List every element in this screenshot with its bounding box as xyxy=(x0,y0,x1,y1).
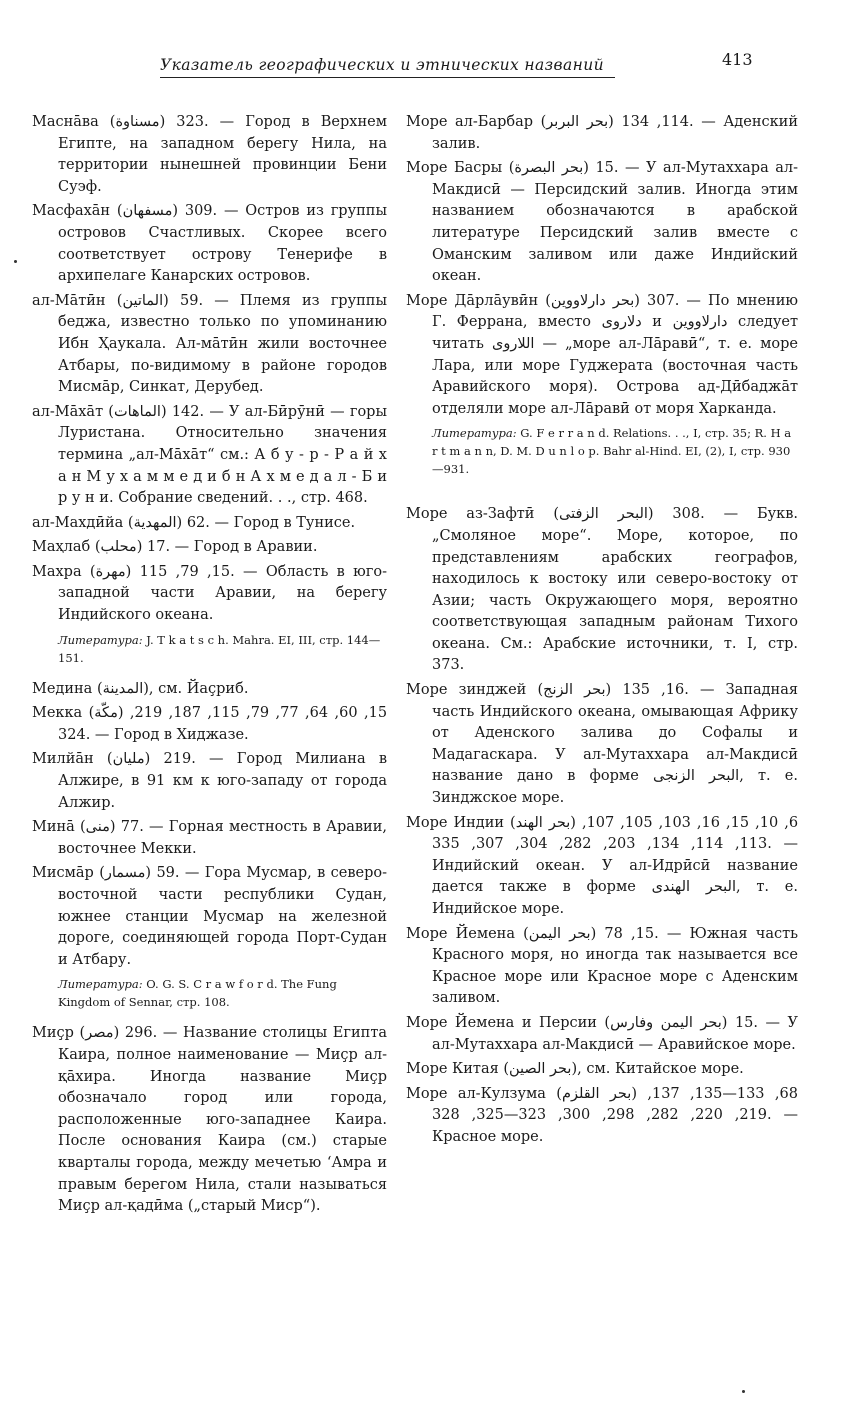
literature-label: Литература: xyxy=(58,977,143,992)
index-entry-mekka: Мекка (مكّة) 15, 60, 64, 77, 79, 115, 187, 219, 324. — Город в Хиджазе. xyxy=(32,705,388,743)
spacer xyxy=(406,490,798,504)
index-entry-sea-zinj: Море зинджей (بحر الزنج) 16, 135. — Западная часть Индийского океана, омывающая Африку от Аденского залива до Софалы и Мадагаскара. У ал-Мутаххара ал-Макдисӣ название дано в форме البحر الزنجى, т. е. Зинджское море. xyxy=(406,682,798,807)
literature-text: G. F e r r a n d. Relations. . ., I, стр. 35; R. H a r t m a n n, D. M. D u n l o p. Bahr al-Hind. EI, (2), I, стр. 930—931. xyxy=(432,426,792,477)
print-speck xyxy=(742,1390,745,1393)
print-speck xyxy=(14,260,17,263)
index-entry-sea-al-qulzum: Море ал-Кулзума (بحر القلزم) 68, 133—135, 137, 219, 220, 282, 298, 300, 323—325, 328. — Красное море. xyxy=(406,1085,798,1145)
literature-note-mahra xyxy=(32,631,387,667)
index-entry-mina: Минā (منى) 77. — Горная местность в Аравии, восточнее Мекки. xyxy=(32,819,387,857)
index-entry-masnava: Маснāва (مسناوة) 323. — Город в Верхнем Египте, на западном берегу Нила, на территории нынешней провинции Бени Суэф. xyxy=(32,114,387,195)
index-entry-sea-al-barbar: Море ал-Барбар (بحر البربر) 114, 134. — Аденский залив. xyxy=(406,114,798,152)
page-number: 413 xyxy=(722,50,753,69)
index-entry-masfahan: Масфахāн (مسفهان) 309. — Остров из группы островов Счастливых. Скорее всего соответствует острову Тенерифе в архипелаге Канарских островов. xyxy=(32,203,387,285)
index-entry-al-mahat: ал-Мāхāт (الماهات) 142. — У ал-Бӣрӯнӣ — горы Луристана. Относительно значения термина „ал-Мāхāт“ см.: А б у - р - Р а й х а н М у х а м м е д и б н А х м е д а л - Б и р у н и. Собрание сведений. . ., стр. 468. xyxy=(32,403,388,507)
literature-note-darlauvin xyxy=(406,424,798,478)
index-entry-al-mahdiya: ал-Махдӣйа (المهدية) 62. — Город в Тунисе. xyxy=(32,514,356,531)
literature-label: Литература: xyxy=(432,426,517,441)
index-entry-sea-yemen: Море Йемена (بحر اليمن) 15, 78. — Южная часть Красного моря, но иногда так называется все Красное море или Красное море с Аденским заливом. xyxy=(406,925,798,1007)
index-entry-sea-yemen-persia: Море Йемена и Персии (بحر اليمن وفارس) 15. — У ал-Мутаххара ал-Макдисӣ — Аравийское море. xyxy=(406,1014,798,1053)
index-entry-mahra: Махра (مهرة) 15, 79, 115. — Область в юго-западной части Аравии, на берегу Индийского океана. xyxy=(32,563,387,624)
literature-text: J. T k a t s c h. Mahra. EI, III, стр. 144—151. xyxy=(58,632,381,665)
right-column xyxy=(406,112,798,1152)
index-entry-sea-az-zafti: Море аз-Зафтӣ (البحر الزفتى) 308. — Букв. „Смоляное море“. Море, которое, по представлениям арабских географов, находилось к востоку или северо-востоку от Азии; часть Окружающего моря, вероятно соответствующая западным районам Тихого океана. См.: Арабские источники, т. I, стр. 373. xyxy=(406,506,798,674)
index-entry-sea-india: Море Индии (بحر الهند) 6, 10, 15, 16, 103, 105, 107, 113, 114, 134, 203, 282, 304, 307, 335. — Индийский океан. У ал-Идрӣсӣ название дается также в форме البحر الهندى, т. е. Индийское море. xyxy=(406,814,799,917)
index-entry-sea-china: Море Китая (بحر الصين), см. Китайское море. xyxy=(406,1061,744,1078)
index-entry-mismar: Мисмāр (مسمار) 59. — Гора Мусмар, в северо-восточной части республики Судан, южнее станции Мусмар на железной дороге, соединяющей города Порт-Судан и Атбару. xyxy=(32,865,387,968)
running-head: Указатель географических и этнических названий xyxy=(160,56,615,78)
index-entry-mahlab: Маҳлаб (محلب) 17. — Город в Аравии. xyxy=(32,539,318,556)
index-entry-sea-darlauvin: Море Дāрлāувӣн (بحر دارلاووين) 307. — По мнению Г. Феррана, вместо دلاروى и دارلاووين следует читать اللاروى — „море ал-Лāравӣ“, т. е. море Лара, или море Гуджерата (восточная часть Аравийского моря). Острова ад-Дӣбаджāт отделяли море ал-Лāравӣ от моря Харканда. xyxy=(406,292,798,417)
index-entry-medina: Медина (المدينة), см. Йаҫриб. xyxy=(32,680,249,697)
literature-text: O. G. S. C r a w f o r d. The Fung Kingdom of Sennar, стр. 108. xyxy=(58,977,337,1010)
literature-note-mismar xyxy=(32,975,387,1011)
index-entry-misr: Миҫр (مصر) 296. — Название столицы Египта Каира, полное наименование — Миҫр ал-қāхира. Иногда название Миҫр обозначало город или города, расположенные юго-западнее Каира. После основания Каира (см.) старые кварталы города, между мечетью ‘Амра и правым берегом Нила, стали называться Миҫр ал-қадӣма („старый Миср“). xyxy=(32,1025,387,1215)
index-entry-milyan: Милйāн (مليان) 219. — Город Милиана в Алжире, в 91 км к юго-западу от города Алжир. xyxy=(32,751,387,811)
index-entry-al-matin: ал-Мāтӣн (الماتين) 59. — Племя из группы беджа, известно только по упоминанию Ибн Ҳаукала. Ал-мāтӣн жили восточнее Атбары, по-видимому в районе городов Мисмāр, Синкат, Дерубед. xyxy=(32,292,387,396)
left-column xyxy=(32,112,387,1221)
index-entry-sea-basra: Море Басры (بحر البصرة) 15. — У ал-Мутаххара ал-Макдисӣ — Персидский залив. Иногда этим названием обозначаются в арабской литературе Персидский залив вместе с Оманским заливом или даже Индийский океан. xyxy=(406,160,798,285)
literature-label: Литература: xyxy=(58,632,143,647)
